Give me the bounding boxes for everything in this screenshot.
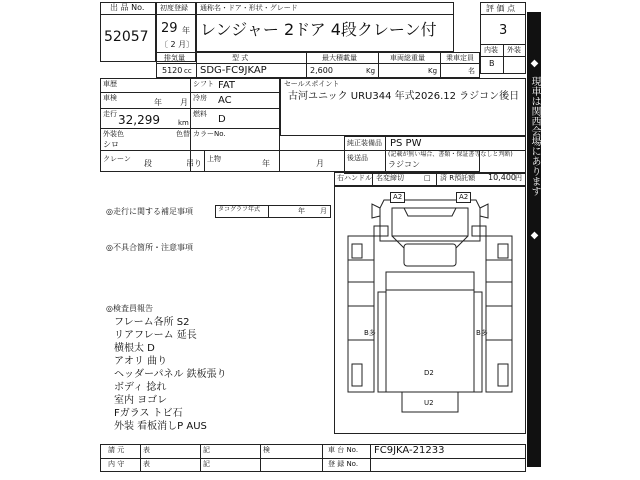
ac-value: AC — [218, 95, 232, 106]
transfer-deadline-label: 名変締切 — [376, 174, 404, 182]
exterior-label: 外装 — [507, 46, 521, 54]
tachograph-label: タコグラフ年式 — [218, 206, 261, 213]
shift-value: FAT — [218, 80, 236, 91]
capacity-label: 乗車定員 — [446, 54, 474, 62]
chassis-label: 車 台 No. — [328, 446, 359, 454]
score-label: 評 価 点 — [486, 4, 516, 13]
color-change-label: 色替 — [176, 130, 190, 138]
crane-hook: 吊り — [186, 159, 202, 168]
truck-diagram — [334, 186, 526, 434]
fuel-value: D — [218, 114, 226, 125]
model-type-label: 型 式 — [232, 54, 249, 62]
capacity-unit: 名 — [468, 67, 475, 75]
first-reg-year-unit: 年 — [182, 26, 190, 35]
inspector-report-line: ヘッダーパネル 鉄板張り — [114, 369, 227, 380]
vehicle-history-label: 車歴 — [103, 80, 117, 88]
interior-grade: B — [489, 59, 495, 68]
tachograph-year: 年 — [298, 207, 305, 215]
sales-point-text: 古河ユニック URU344 年式2026.12 ラジコン後日 — [288, 91, 520, 102]
lot-label: 出 品 No. — [110, 3, 145, 12]
inspector-report-line: 横根太 D — [114, 343, 155, 354]
tachograph-month: 月 — [320, 207, 327, 215]
first-reg-label: 初度登録 — [160, 4, 188, 12]
inspection-month: 月 — [180, 98, 188, 107]
accessories-note: (記載が無い場合、書類・保証書等なしと判断) — [388, 151, 513, 158]
inspection-label: 車検 — [103, 94, 117, 102]
banner-diamond-bottom: ◆ — [529, 230, 540, 241]
ext-color-value: シロ — [103, 140, 119, 149]
vehicle-name-label: 通称名・ドア・形状・グレード — [200, 4, 298, 12]
lot-number: 52057 — [104, 29, 149, 45]
gross-weight-unit: Kg — [428, 67, 438, 75]
first-reg-year: 29 — [161, 21, 178, 36]
banner-diamond-top: ◆ — [529, 58, 540, 69]
mileage-value: 32,299 — [118, 113, 160, 127]
equipment-label: 純正装備品 — [347, 139, 382, 147]
color-no-label: カラーNo. — [193, 130, 226, 138]
max-load-value: 2,600 — [310, 66, 333, 75]
repair-label: 請 元 — [108, 446, 125, 454]
inspector-report-line: フレーム各所 S2 — [114, 317, 190, 328]
crane-steps: 段 — [144, 159, 152, 168]
fuel-label: 燃料 — [193, 110, 207, 118]
ac-label: 冷房 — [193, 94, 207, 102]
chassis-number: FC9JKA-21233 — [374, 445, 445, 456]
inspector-report-line: リアフレーム 延長 — [114, 330, 197, 341]
banner-text: 現車は関西会場にあります — [529, 76, 540, 196]
displacement-value: 5120 — [162, 66, 183, 75]
location-banner — [527, 12, 541, 467]
damage-mark-left-side: B多 — [364, 329, 376, 337]
uplift-label: 上物 — [207, 155, 221, 163]
gross-weight-label: 車両総重量 — [390, 54, 425, 62]
damage-mark-front-left: A2 — [390, 192, 405, 203]
repair-sub-1: 表 — [143, 446, 150, 454]
recycle-label: 済 R預託額 — [440, 174, 476, 182]
repair-sub-2: 記 — [203, 446, 210, 454]
accessories-label: 後送品 — [347, 154, 368, 162]
interior-sub-1: 表 — [143, 460, 150, 468]
defect-label: ◎不具合箇所・注意事項 — [106, 243, 193, 252]
inspector-report-line: Fガラス トビ石 — [114, 408, 183, 419]
inspector-report-line: 外装 看板消しP AUS — [114, 421, 207, 432]
max-load-label: 最大積載量 — [322, 54, 357, 62]
accessories-value: ラジコン — [388, 160, 420, 169]
crane-label: クレーン — [103, 155, 131, 163]
inspection-year: 年 — [154, 98, 162, 107]
repair-sub-3: 検 — [263, 446, 270, 454]
interior-label: 内装 — [484, 46, 498, 54]
damage-mark-right-side: B多 — [476, 329, 488, 337]
damage-mark-bed: D2 — [424, 369, 434, 377]
displacement-unit: cc — [184, 67, 192, 75]
uplift-month: 月 — [316, 159, 324, 168]
inspector-report-line: アオリ 曲り — [114, 356, 168, 367]
equipment-value: PS PW — [390, 138, 422, 149]
damage-mark-rear: U2 — [424, 399, 434, 407]
drive-side: 右ハンドル — [337, 174, 372, 182]
vehicle-name: レンジャー 2ドア 4段クレーン付 — [200, 20, 437, 39]
mileage-label: 走行 — [103, 110, 117, 118]
shift-label: シフト — [193, 80, 214, 88]
interior-sub-2: 記 — [203, 460, 210, 468]
ext-color-label: 外装色 — [103, 130, 124, 138]
interior-footer-label: 内 守 — [108, 460, 125, 468]
score-value: 3 — [499, 23, 508, 38]
first-reg-month: 〔 2 月〕 — [160, 40, 195, 49]
displacement-label: 排気量 — [164, 54, 185, 62]
max-load-unit: Kg — [366, 67, 376, 75]
mileage-unit: km — [178, 119, 189, 127]
inspector-report-line: 室内 ヨゴレ — [114, 395, 168, 406]
mileage-note-label: ◎走行に関する補足事項 — [106, 207, 193, 216]
transfer-deadline-check: □ — [424, 174, 431, 182]
uplift-year: 年 — [262, 159, 270, 168]
inspector-report-line: ボディ 捻れ — [114, 382, 167, 393]
recycle-unit: 円 — [515, 174, 522, 182]
recycle-value: 10,400 — [488, 173, 516, 182]
registration-label: 登 録 No. — [328, 460, 359, 468]
inspector-report-label: ◎検査員報告 — [106, 304, 153, 313]
model-code: SDG-FC9JKAP — [200, 65, 267, 76]
damage-mark-front-right: A2 — [456, 192, 471, 203]
sales-point-label: セールスポイント — [284, 80, 340, 88]
